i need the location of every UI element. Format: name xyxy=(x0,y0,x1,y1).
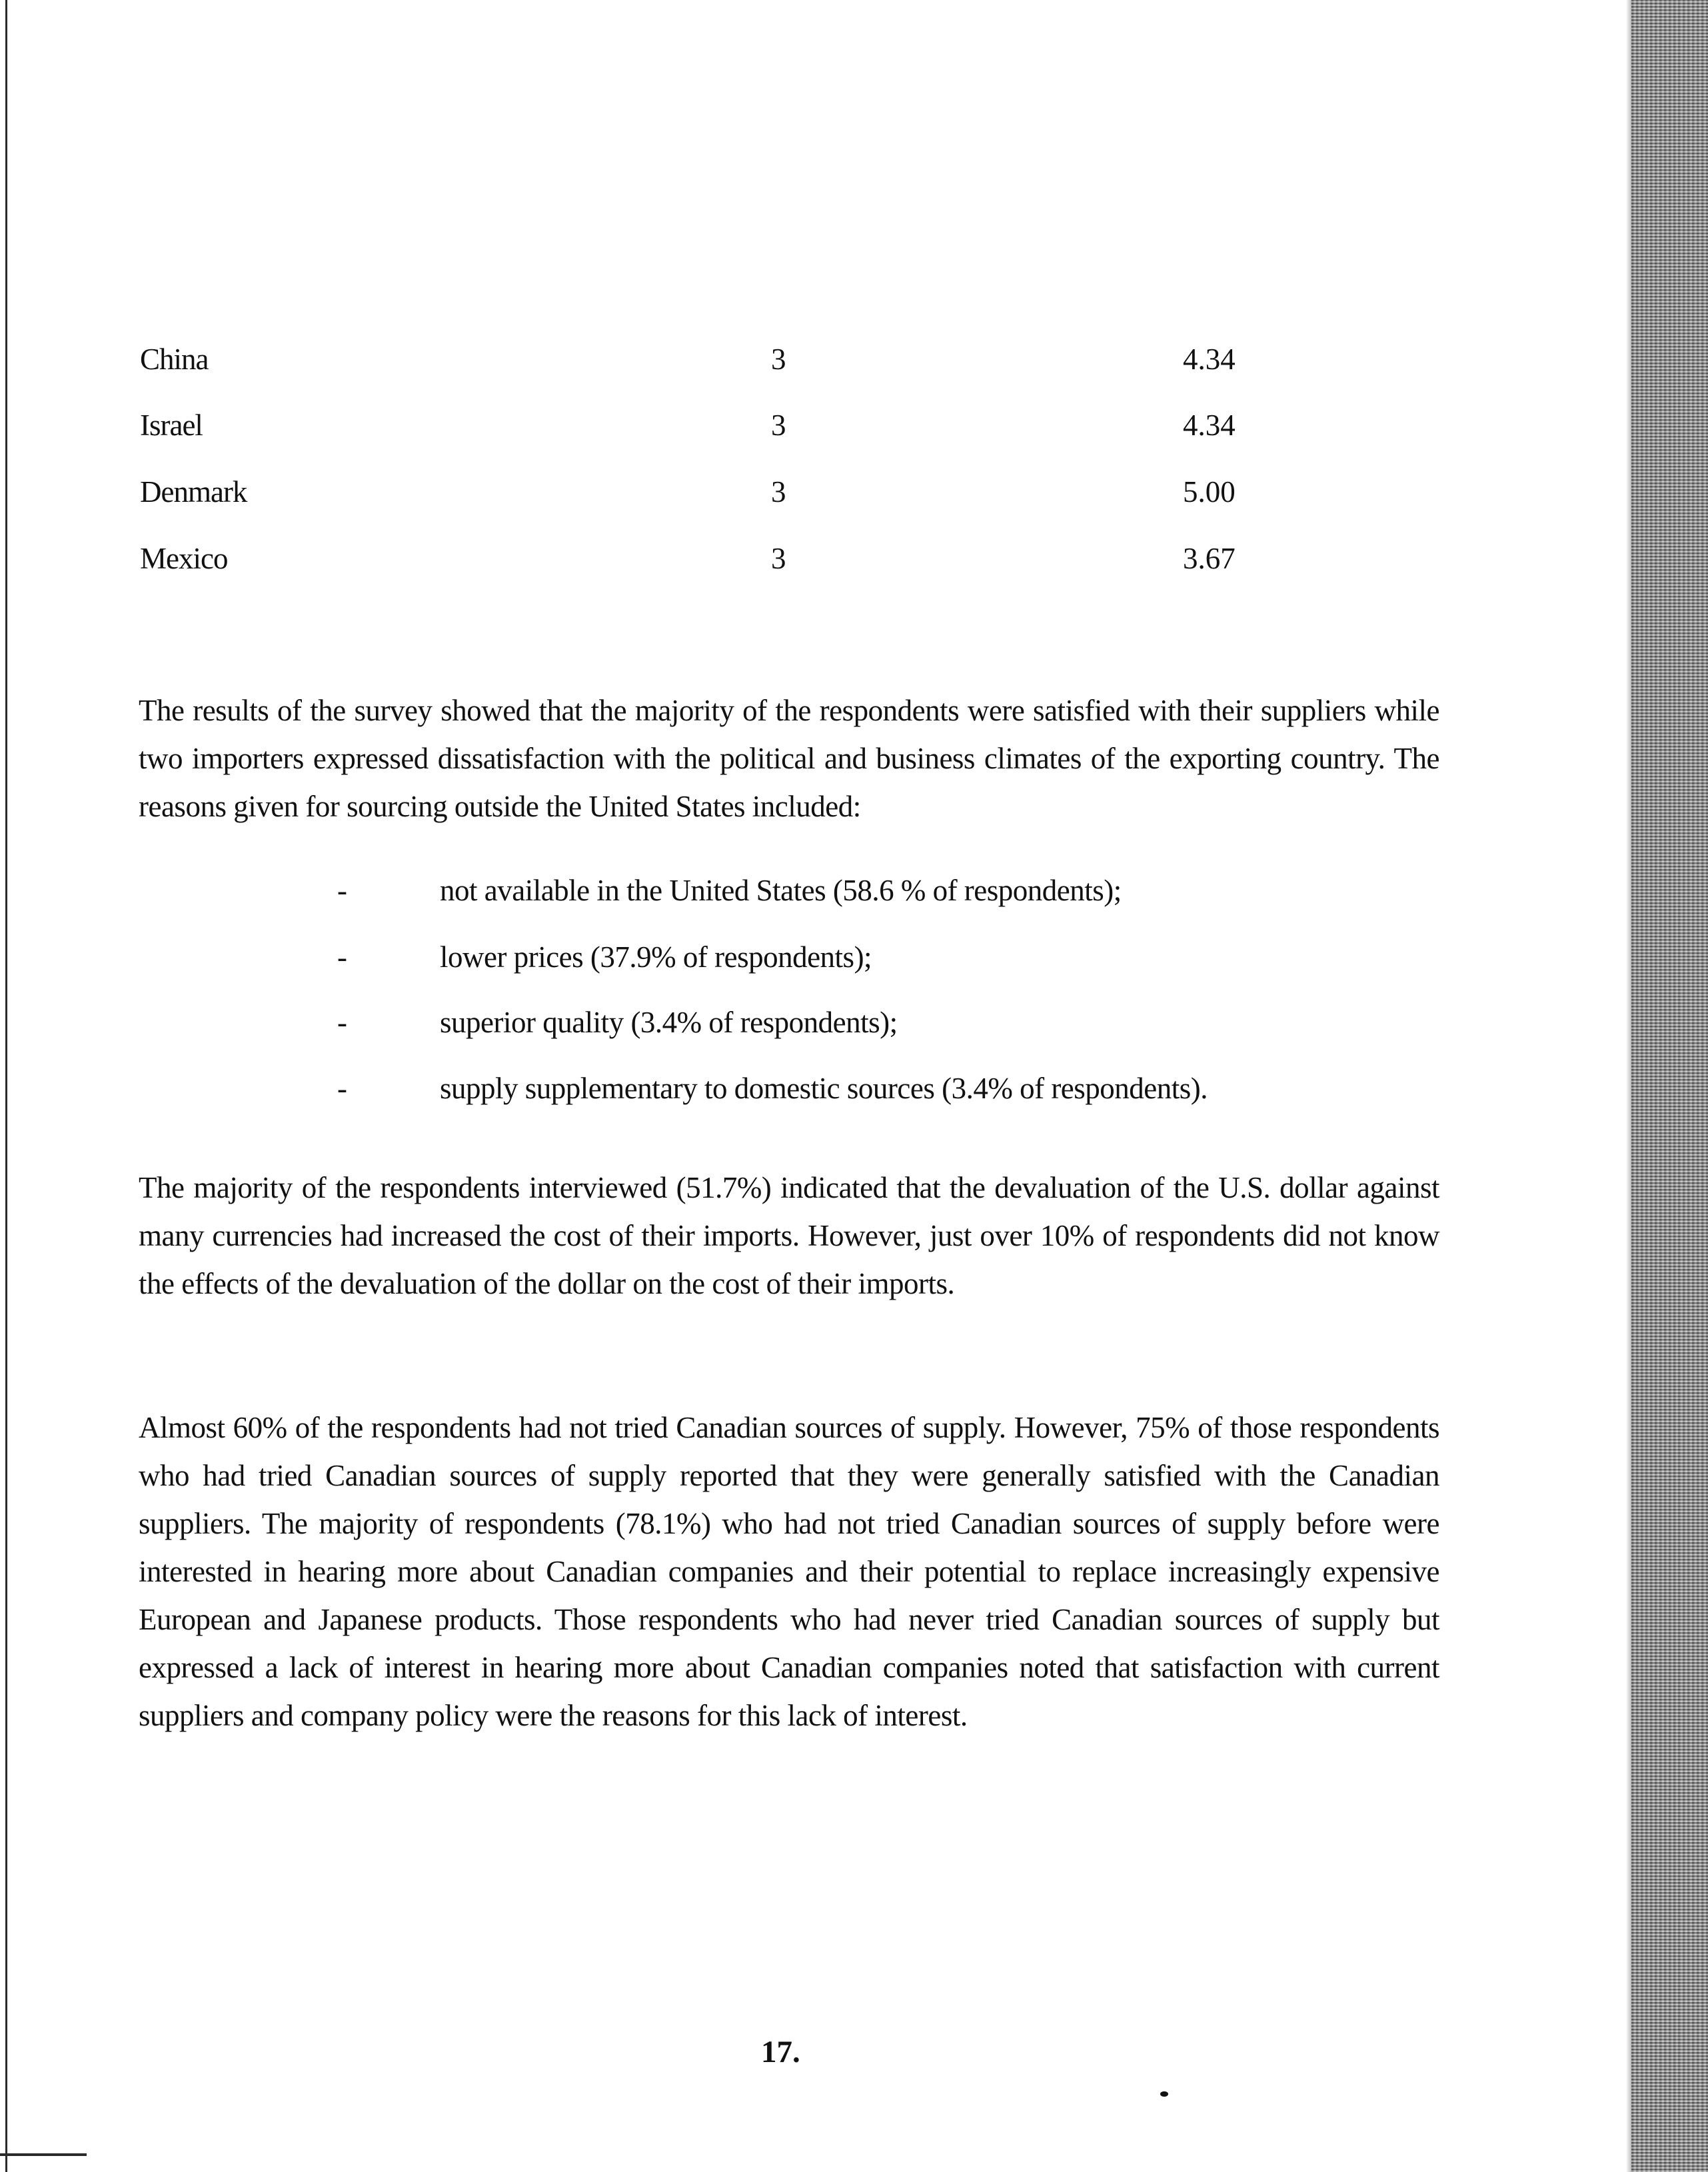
list-item-text: supply supplementary to domestic sources (3.4% of respondents). xyxy=(440,1072,1208,1105)
respondent-count: 3 xyxy=(771,343,786,376)
respondent-count: 3 xyxy=(771,542,786,575)
scan-right-edge xyxy=(1626,0,1631,2172)
list-item-text: lower prices (37.9% of respondents); xyxy=(440,940,872,974)
rating-value: 5.00 xyxy=(1183,475,1236,509)
country-name: China xyxy=(140,343,209,376)
list-item-text: superior quality (3.4% of respondents); xyxy=(440,1006,898,1039)
bullet-dash: - xyxy=(337,940,347,974)
page-number: 17. xyxy=(761,2035,800,2069)
country-name: Denmark xyxy=(140,475,247,509)
list-item xyxy=(0,873,1599,920)
respondent-count: 3 xyxy=(771,409,786,442)
list-item xyxy=(0,1071,1599,1118)
list-item xyxy=(0,940,1599,986)
respondent-count: 3 xyxy=(771,475,786,509)
country-name: Mexico xyxy=(140,542,228,575)
bullet-dash: - xyxy=(337,874,347,907)
scan-binding-strip xyxy=(1631,0,1708,2172)
table-row xyxy=(0,408,1599,455)
table-row xyxy=(0,342,1599,389)
rating-value: 4.34 xyxy=(1183,409,1236,442)
bullet-dash: - xyxy=(337,1072,347,1105)
survey-results-paragraph: The results of the survey showed that the majority of the respondents were satisfied with their suppliers while two importers expressed dissatisfaction with the political and business climates of the exporting country. The reasons given for sourcing outside the United States included: xyxy=(139,694,1439,823)
scan-bottom-edge xyxy=(0,2153,87,2156)
rating-value: 3.67 xyxy=(1183,542,1236,575)
list-item-text: not available in the United States (58.6 % of respondents); xyxy=(440,874,1122,907)
table-row xyxy=(0,475,1599,521)
table-row xyxy=(0,541,1599,588)
country-name: Israel xyxy=(140,409,203,442)
list-item xyxy=(0,1005,1599,1052)
scan-speck xyxy=(1160,2091,1168,2097)
devaluation-paragraph: The majority of the respondents interviewed (51.7%) indicated that the devaluation of the U.S. dollar against many currencies had increased the cost of their imports. However, just over 10% of respondents did not know the effects of the devaluation of the dollar on the cost of their imports. xyxy=(139,1171,1439,1300)
canadian-sources-paragraph: Almost 60% of the respondents had not tried Canadian sources of supply. However, 75% of those respondents who had tried Canadian sources of supply reported that they were generally satisfied with the Canadian suppliers. The majority of respondents (78.1%) who had not tried Canadian sources of supply before were interested in hearing more about Canadian companies and their potential to replace increasingly expensive European and Japanese products. Those respondents who had never tried Canadian sources of supply but expressed a lack of interest in hearing more about Canadian companies noted that satisfaction with current suppliers and company policy were the reasons for this lack of interest. xyxy=(139,1411,1439,1732)
rating-value: 4.34 xyxy=(1183,343,1236,376)
bullet-dash: - xyxy=(337,1006,347,1039)
